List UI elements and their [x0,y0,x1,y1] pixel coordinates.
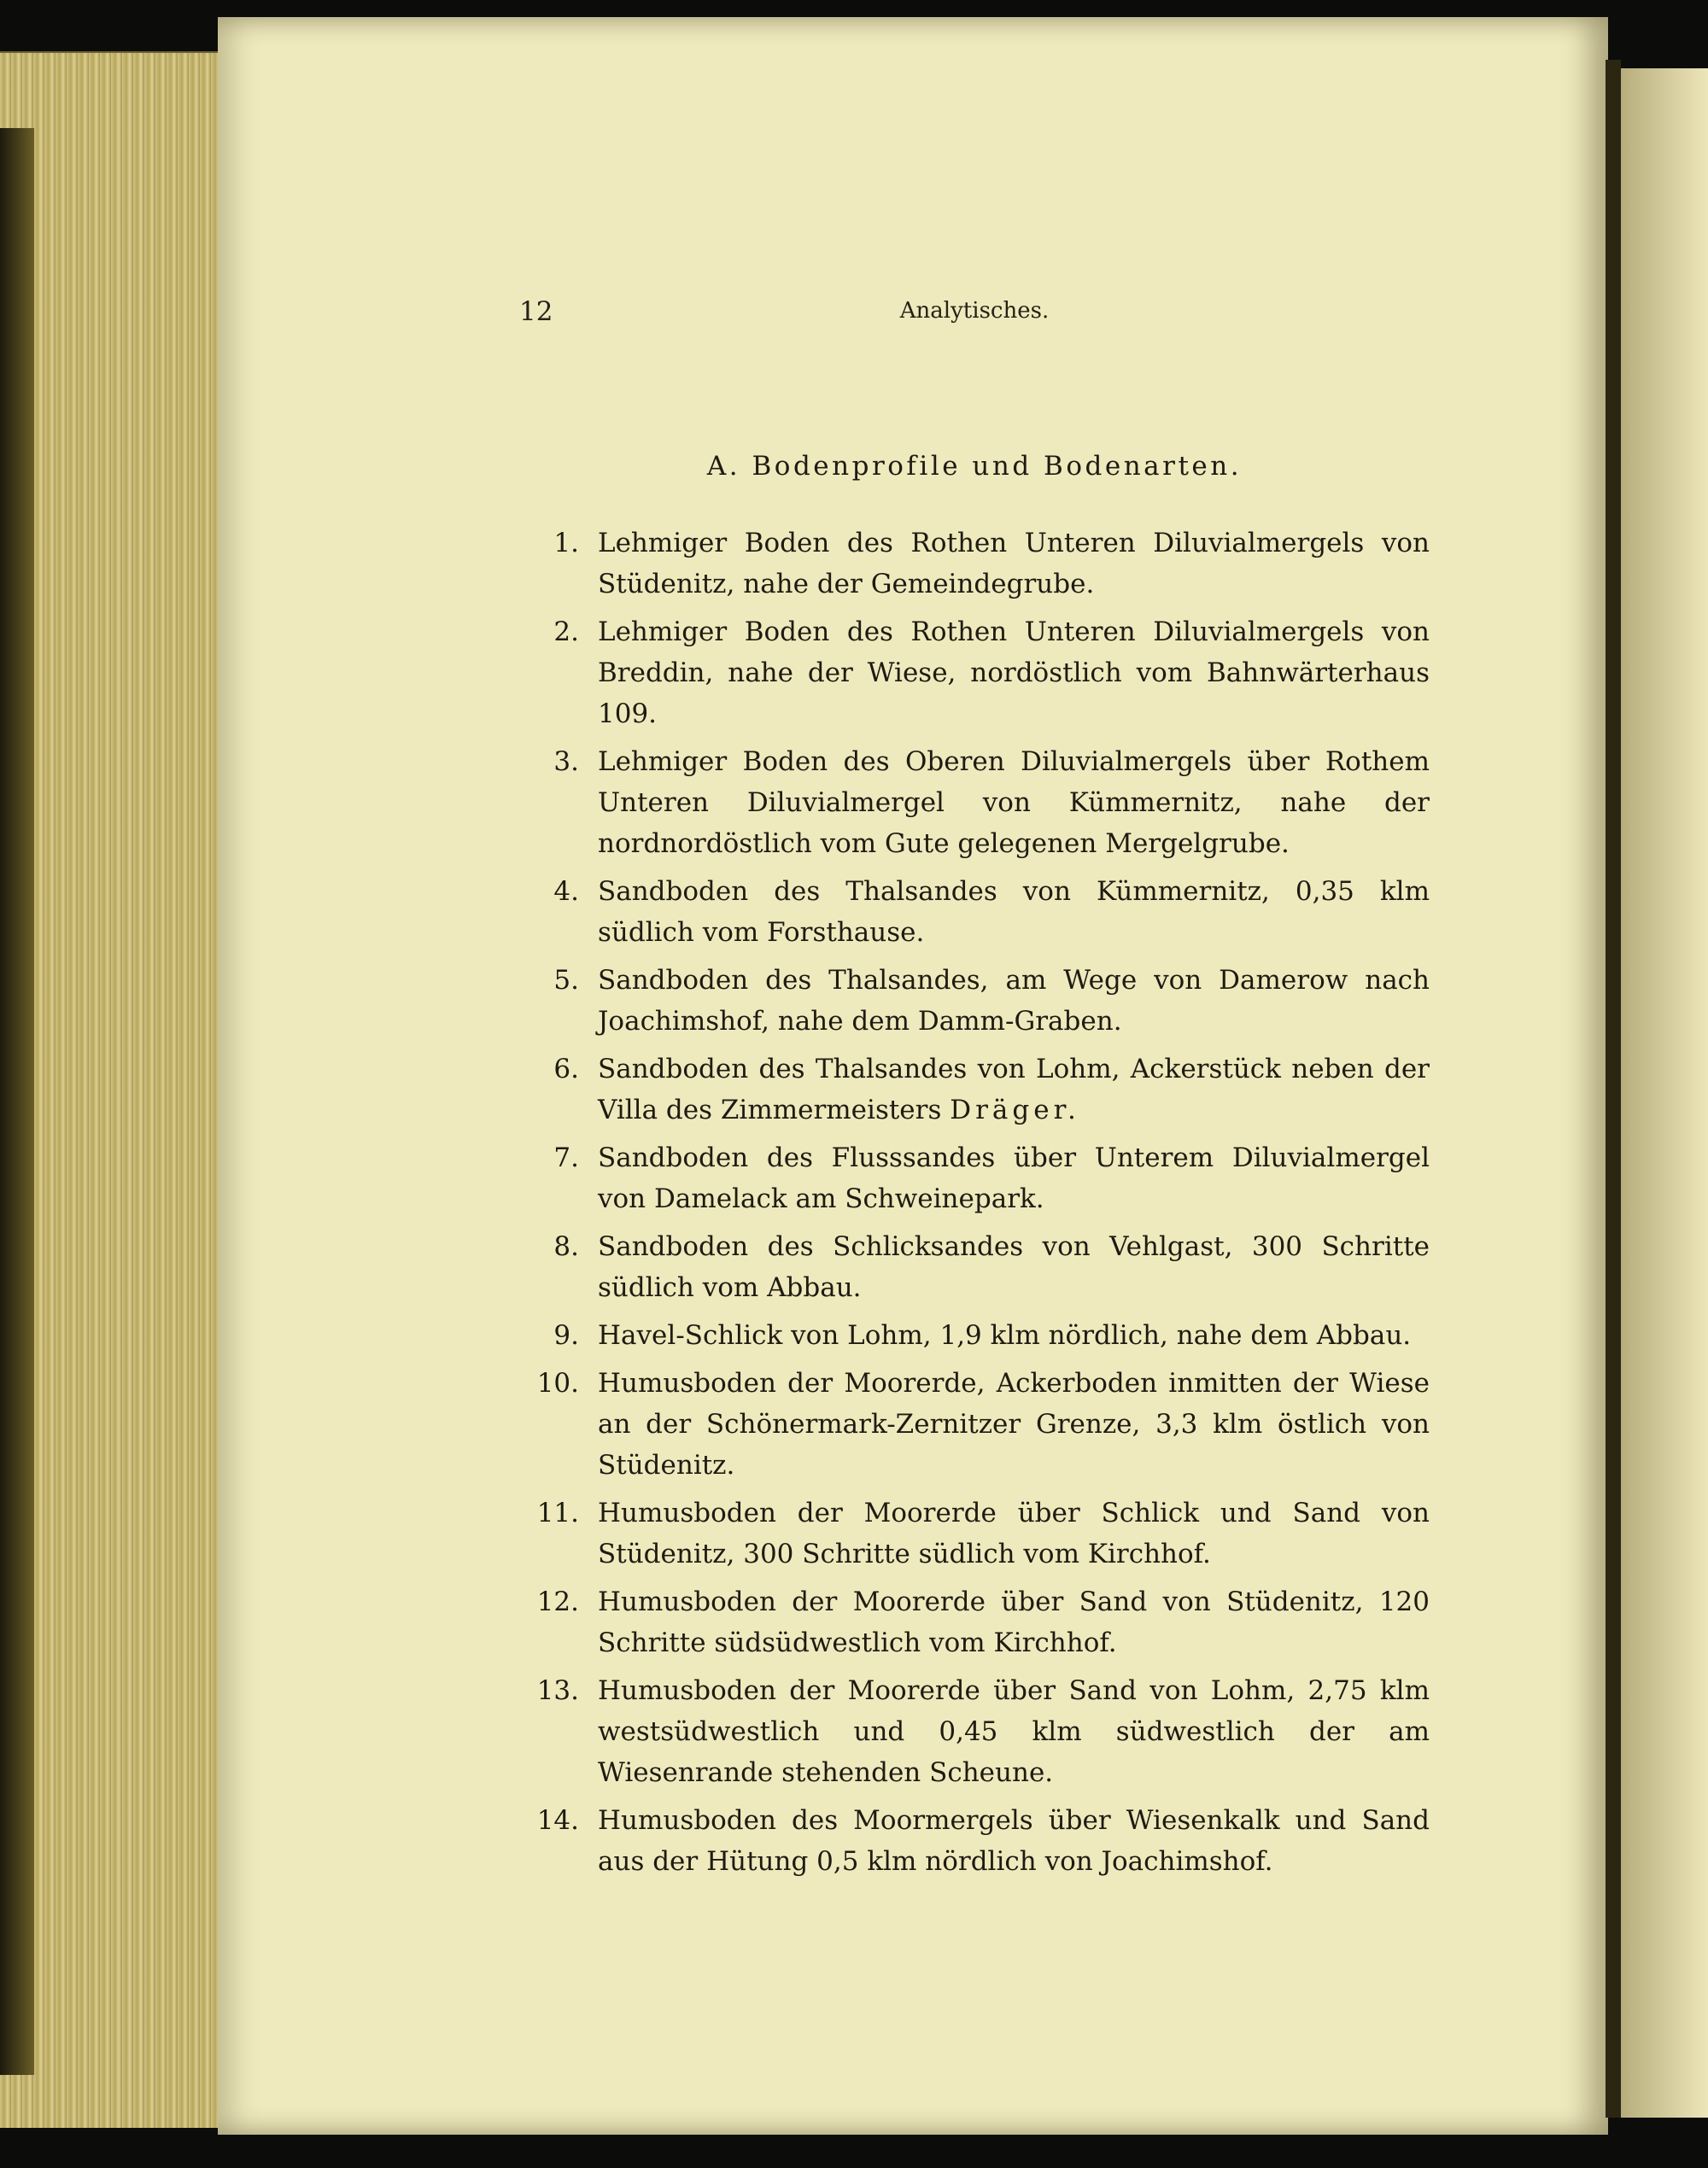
entry-text: Sandboden des Thalsandes von Kümmernitz, 0,35 klm südlich vom Forsthause. [598,876,1430,948]
entry-text: Lehmiger Boden des Rothen Unteren Diluvialmergels von Breddin, nahe der Wiese, nordöstlich vom Bahnwärterhaus 109. [598,617,1430,729]
book-spine [0,128,34,2075]
entry-number: 3. [553,746,579,777]
page-header [519,296,1430,330]
list-item [512,1670,1430,1793]
list-item [512,1493,1430,1575]
entry-text: Sandboden des Thalsandes, am Wege von Damerow nach Joachimshof, nahe dem Damm-Graben. [598,965,1430,1037]
entry-text: Humusboden der Moorerde über Sand von Stüdenitz, 120 Schritte südsüdwestlich vom Kirchhof. [598,1587,1430,1658]
entry-number: 8. [553,1231,579,1262]
entry-number: 9. [553,1320,579,1351]
entry-number: 4. [553,876,579,907]
entry-text: Lehmiger Boden des Oberen Diluvialmergels über Rothem Unteren Diluvialmergel von Kümmernitz, nahe der nordnordöstlich vom Gute gelegenen Mergelgrube. [598,746,1430,859]
entry-number: 2. [553,617,579,647]
list-item [512,1581,1430,1663]
entry-number: 13. [536,1675,579,1706]
entry-number: 14. [536,1805,579,1836]
page-gutter [1606,60,1621,2118]
list-item [512,1800,1430,1882]
entry-text: Humusboden der Moorerde über Schlick und Sand von Stüdenitz, 300 Schritte südlich vom Kirchhof. [598,1498,1430,1569]
entry-name-spaced: Dräger. [950,1095,1080,1125]
entry-text: Humusboden der Moorerde über Sand von Lohm, 2,75 klm westsüdwestlich und 0,45 klm südwestlich der am Wiesenrande stehenden Scheune. [598,1675,1430,1788]
list-item [512,523,1430,605]
list-item [512,960,1430,1042]
entry-number: 11. [536,1498,579,1528]
running-head: Analytisches. [899,298,1050,324]
facing-page-edge [1621,68,1708,2118]
entry-number: 1. [553,528,579,558]
section-title: A. Bodenprofile und Bodenarten. [706,451,1243,482]
entry-text: Humusboden des Moormergels über Wiesenkalk und Sand aus der Hütung 0,5 klm nördlich von Joachimshof. [598,1805,1430,1877]
entry-text: Sandboden des Thalsandes von Lohm, Ackerstück neben der Villa des Zimmermeisters [598,1054,1430,1125]
list-item [512,1226,1430,1308]
list-item [512,1137,1430,1219]
entry-text: Havel-Schlick von Lohm, 1,9 klm nördlich, nahe dem Abbau. [598,1320,1412,1351]
entry-number: 5. [553,965,579,996]
entry-number: 10. [536,1368,579,1399]
list-item [512,1363,1430,1486]
entry-text: Sandboden des Schlicksandes von Vehlgast, 300 Schritte südlich vom Abbau. [598,1231,1430,1303]
entry-number: 7. [553,1142,579,1173]
entry-text: Humusboden der Moorerde, Ackerboden inmitten der Wiese an der Schönermark-Zernitzer Grenze, 3,3 klm östlich von Stüdenitz. [598,1368,1430,1481]
list-item [512,1315,1430,1356]
entry-text-wrapper [598,1049,1430,1131]
page-number: 12 [519,296,553,327]
list-item [512,611,1430,734]
book-page-edges [0,51,248,2128]
entry-text: Sandboden des Flusssandes über Unterem Diluvialmergel von Damelack am Schweinepark. [598,1142,1430,1214]
entry-text: Lehmiger Boden des Rothen Unteren Diluvialmergels von Stüdenitz, nahe der Gemeindegrube. [598,528,1430,599]
list-item [512,741,1430,864]
list-item [512,1049,1430,1131]
list-item [512,871,1430,953]
entry-number: 12. [536,1587,579,1617]
soil-sample-list [512,523,1430,1889]
entry-number: 6. [553,1054,579,1084]
